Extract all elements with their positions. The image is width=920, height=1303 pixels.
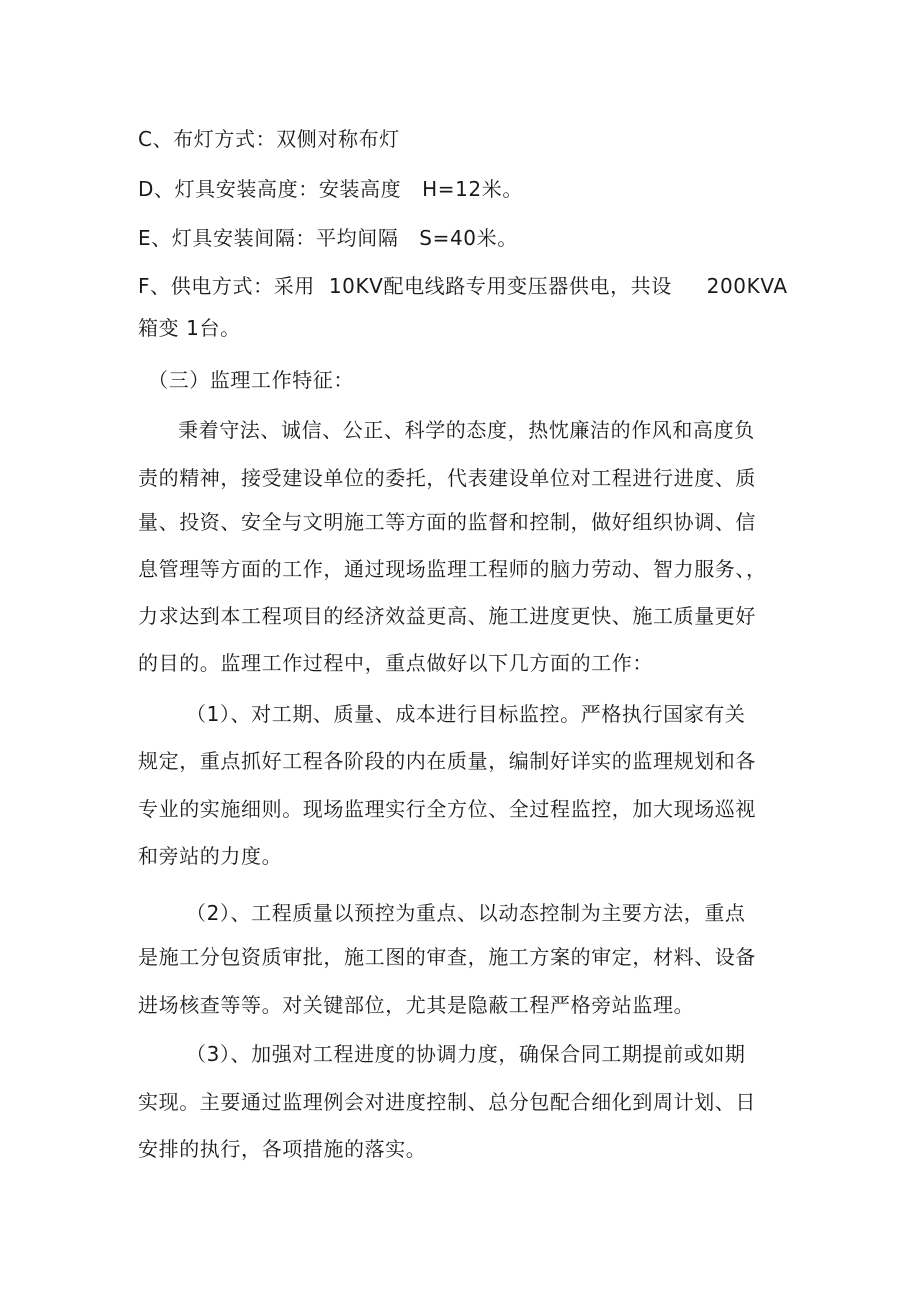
spec-e: E、灯具安装间隔：平均间隔 S=40米。 [138,226,518,250]
item3-line: 实现。主要通过监理例会对进度控制、总分包配合细化到周计划、日 [138,1090,756,1114]
paragraph-line: 的目的。监理工作过程中，重点做好以下几方面的工作： [138,651,653,675]
item2-line: 进场核查等等。对关键部位，尤其是隐蔽工程严格旁站监理。 [138,993,695,1017]
item2-line: 是施工分包资质审批，施工图的审查，施工方案的审定，材料、设备 [138,945,756,969]
spec-f-line2: 箱变 1台。 [138,316,241,340]
item3-line: 安排的执行，各项措施的落实。 [138,1137,427,1161]
paragraph-line: 息管理等方面的工作，通过现场监理工程师的脑力劳动、智力服务、， [138,557,767,581]
section-heading: （三）监理工作特征： [148,368,354,392]
spec-c: C、布灯方式：双侧对称布灯 [138,127,400,151]
spec-f-line1: F、供电方式：采用 10KV配电线路专用变压器供电，共设 200KVA [138,274,788,298]
spec-d: D、灯具安装高度：安装高度 H=12米。 [138,177,523,201]
paragraph-line: 量、投资、安全与文明施工等方面的监督和控制，做好组织协调、信 [138,510,756,534]
item2-line: （2）、工程质量以预控为重点、以动态控制为主要方法，重点 [186,901,746,925]
paragraph-line: 秉着守法、诚信、公正、科学的态度，热忱廉洁的作风和高度负 [178,418,755,442]
item1-line: 专业的实施细则。现场监理实行全方位、全过程监控，加大现场巡视 [138,797,756,821]
item1-line: 和旁站的力度。 [138,844,283,868]
item3-line: （3）、加强对工程进度的协调力度，确保合同工期提前或如期 [186,1042,746,1066]
item1-line: 规定，重点抓好工程各阶段的内在质量，编制好详实的监理规划和各 [138,749,756,773]
item1-line: （1）、对工期、质量、成本进行目标监控。严格执行国家有关 [186,702,746,726]
paragraph-line: 力求达到本工程项目的经济效益更高、施工进度更快、施工质量更好 [138,604,756,628]
paragraph-line: 责的精神，接受建设单位的委托，代表建设单位对工程进行进度、质 [138,466,756,490]
